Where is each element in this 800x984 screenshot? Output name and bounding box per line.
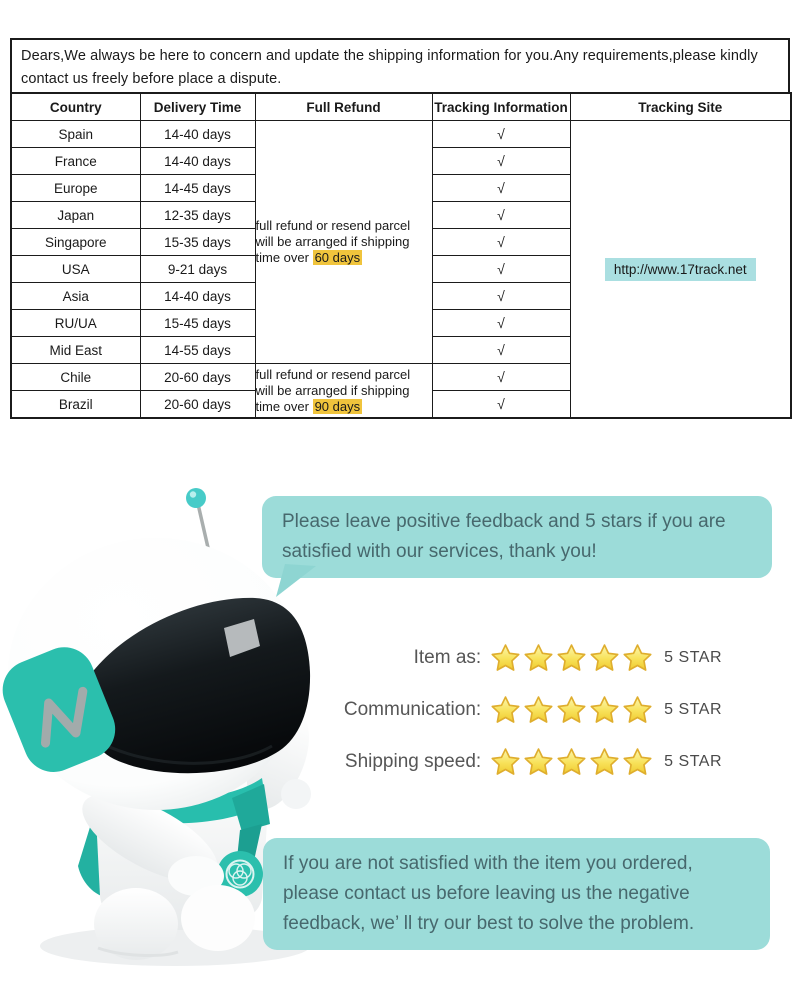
delivery-cell: 12-35 days — [140, 202, 255, 229]
rating-suffix: 5 STAR — [664, 701, 722, 718]
country-cell: Spain — [11, 121, 140, 148]
delivery-cell: 14-40 days — [140, 283, 255, 310]
star-icon — [556, 695, 587, 726]
country-cell: USA — [11, 256, 140, 283]
refund-text: full refund or resend parcel will be arranged if shipping time over — [255, 218, 411, 265]
star-icon — [523, 643, 554, 674]
star-rating — [490, 643, 655, 674]
delivery-cell: 15-45 days — [140, 310, 255, 337]
rating-suffix: 5 STAR — [664, 753, 722, 770]
rating-label: Communication: — [343, 699, 482, 720]
star-icon — [490, 643, 521, 674]
star-icon — [622, 747, 653, 778]
country-cell: France — [11, 148, 140, 175]
country-cell: Brazil — [11, 391, 140, 419]
star-icon — [490, 747, 521, 778]
star-icon — [622, 695, 653, 726]
tracking-checkmark: √ — [432, 202, 570, 229]
robot-foot — [181, 885, 255, 951]
country-cell: Asia — [11, 283, 140, 310]
rating-label: Item as: — [413, 647, 482, 668]
star-icon — [622, 643, 653, 674]
star-rating — [490, 747, 655, 778]
refund-cell-90-days — [255, 364, 432, 419]
tracking-url[interactable]: http://www.17track.net — [605, 258, 756, 281]
star-icon — [523, 747, 554, 778]
tracking-checkmark: √ — [432, 148, 570, 175]
tracking-checkmark: √ — [432, 229, 570, 256]
country-cell: Chile — [11, 364, 140, 391]
tracking-checkmark: √ — [432, 364, 570, 391]
delivery-cell: 20-60 days — [140, 364, 255, 391]
feedback-bubble-bottom — [263, 838, 770, 950]
refund-cell-60-days — [255, 121, 432, 364]
tracking-checkmark: √ — [432, 121, 570, 148]
tracking-checkmark: √ — [432, 256, 570, 283]
shipping-notice-text: Dears,We always be here to concern and update the shipping information for you.Any requirements,please kindly contact us freely before place a dispute. — [21, 48, 758, 87]
shipping-notice — [10, 38, 790, 94]
feedback-bubble-top-text: Please leave positive feedback and 5 stars if you are satisfied with our services, thank you! — [282, 511, 726, 562]
country-cell: Europe — [11, 175, 140, 202]
delivery-cell: 14-40 days — [140, 148, 255, 175]
delivery-cell: 20-60 days — [140, 391, 255, 419]
delivery-cell: 14-55 days — [140, 337, 255, 364]
delivery-cell: 14-40 days — [140, 121, 255, 148]
tracking-checkmark: √ — [432, 283, 570, 310]
column-header-tracking-information: Tracking Information — [432, 93, 570, 121]
tracking-checkmark: √ — [432, 337, 570, 364]
table-row — [11, 121, 791, 148]
tracking-site-cell — [570, 121, 791, 419]
rating-suffix: 5 STAR — [664, 649, 722, 666]
star-icon — [523, 695, 554, 726]
refund-text: full refund or resend parcel will be arranged if shipping time over — [255, 366, 411, 414]
country-cell: RU/UA — [11, 310, 140, 337]
tracking-checkmark: √ — [432, 310, 570, 337]
star-icon — [589, 643, 620, 674]
rating-row-shipping-speed — [345, 745, 722, 779]
star-icon — [490, 695, 521, 726]
country-cell: Japan — [11, 202, 140, 229]
country-cell: Mid East — [11, 337, 140, 364]
column-header-delivery-time: Delivery Time — [140, 93, 255, 121]
refund-highlight: 60 days — [314, 250, 361, 265]
delivery-cell: 9-21 days — [140, 256, 255, 283]
column-header-tracking-site: Tracking Site — [570, 93, 791, 121]
antenna-ball-icon — [186, 488, 206, 508]
star-icon — [589, 695, 620, 726]
delivery-cell: 14-45 days — [140, 175, 255, 202]
star-icon — [589, 747, 620, 778]
tracking-checkmark: √ — [432, 175, 570, 202]
country-cell: Singapore — [11, 229, 140, 256]
table-header-row — [11, 93, 791, 121]
refund-highlight: 90 days — [314, 398, 361, 414]
column-header-country: Country — [11, 93, 140, 121]
tracking-checkmark: √ — [432, 391, 570, 419]
rating-label: Shipping speed: — [344, 751, 482, 772]
feedback-bubble-bottom-text: If you are not satisfied with the item you ordered, please contact us before leaving us the negative feedback, we’ ll try our best to solve the problem. — [283, 853, 695, 934]
rating-row-item-as — [414, 641, 722, 675]
shipping-table — [10, 92, 792, 419]
speech-bubble-tail — [272, 564, 316, 598]
column-header-full-refund: Full Refund — [255, 93, 432, 121]
star-icon — [556, 643, 587, 674]
star-icon — [556, 747, 587, 778]
delivery-cell: 15-35 days — [140, 229, 255, 256]
feedback-bubble-top — [262, 496, 772, 578]
rating-row-communication — [344, 693, 722, 727]
star-rating — [490, 695, 655, 726]
